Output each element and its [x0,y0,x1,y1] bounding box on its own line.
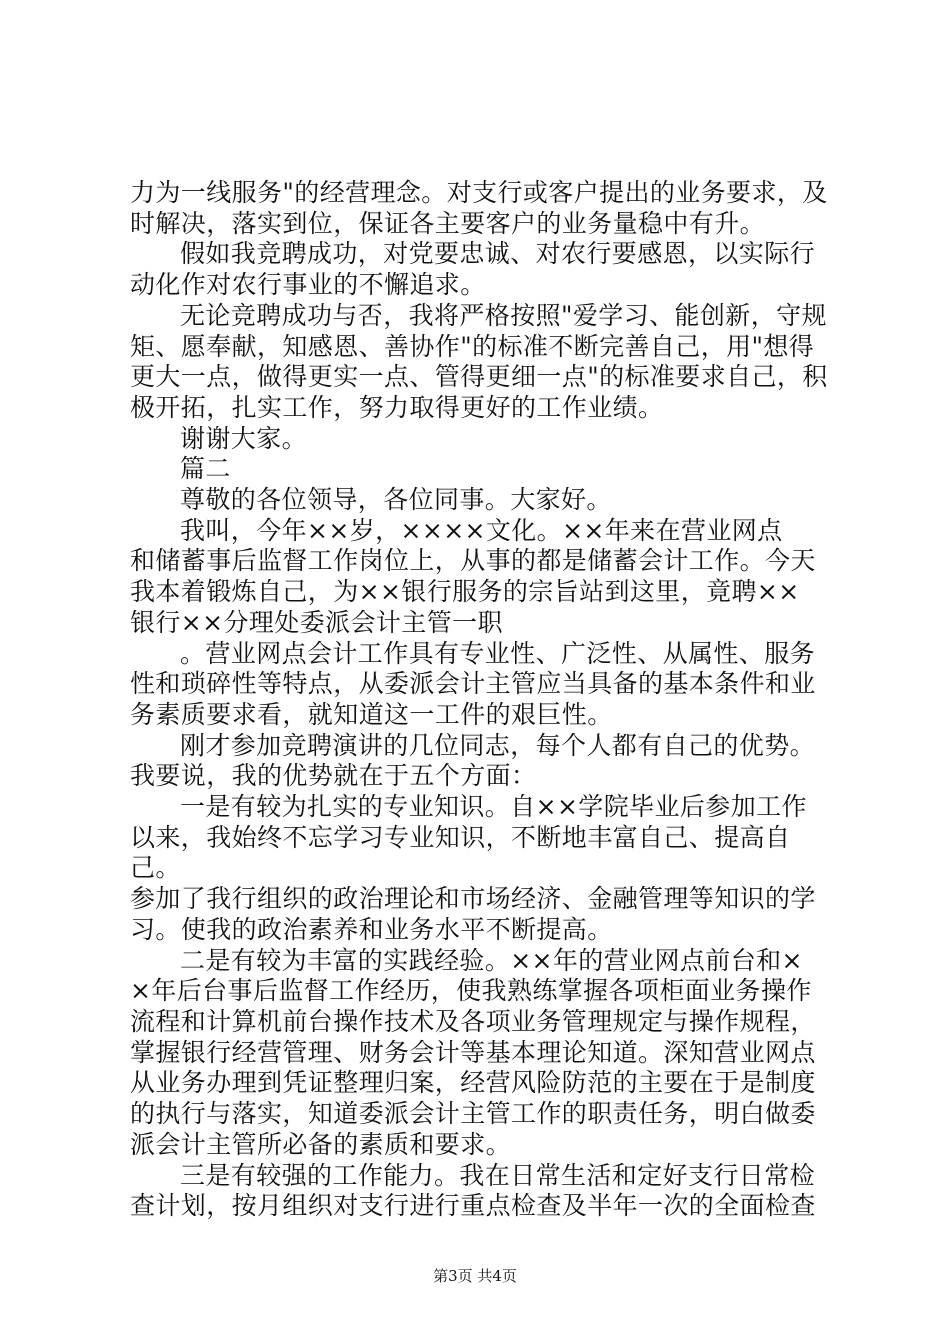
salutation: 尊敬的各位领导，各位同事。大家好。 [180,485,612,515]
document-body [130,178,830,1222]
text-line: 参加了我行组织的政治理论和市场经济、金融管理等知识的学 [130,884,816,914]
text-line: 刚才参加竞聘演讲的几位同志，每个人都有自己的优势。 [180,730,816,760]
text-line: 谢谢大家。 [180,423,308,453]
page-footer [0,1266,950,1286]
text-line: 和储蓄事后监督工作岗位上，从事的都是储蓄会计工作。今天 [130,546,816,576]
text-line: 从业务办理到凭证整理归案，经营风险防范的主要在于是制度 [130,1068,816,1098]
text-line: 力为一线服务"的经营理念。对支行或客户提出的业务要求，及 [130,178,828,207]
page-number: 第3页 共4页 [433,1267,517,1285]
text-line: 我要说，我的优势就在于五个方面： [130,761,537,791]
text-line: 假如我竞聘成功，对党要忠诚、对农行要感恩，以实际行 [180,239,816,269]
text-line: 更大一点，做得更实一点、管得更细一点"的标准要求自己，积 [130,362,828,392]
text-line: 掌握银行经营管理、财务会计等基本理论知道。深知营业网点 [130,1037,816,1067]
text-line: 的执行与落实，知道委派会计主管工作的职责任务，明白做委 [130,1099,816,1129]
text-line: 二是有较为丰富的实践经验。××年的营业网点前台和× [180,945,803,975]
text-line: 流程和计算机前台操作技术及各项业务管理规定与操作规程， [130,1006,816,1036]
text-line: 务素质要求看，就知道这一工件的艰巨性。 [130,699,613,729]
text-line: 极开拓，扎实工作，努力取得更好的工作业绩。 [130,392,664,422]
text-line: 无论竞聘成功与否，我将严格按照"爱学习、能创新，守规 [180,300,827,330]
text-line: 以来，我始终不忘学习专业知识，不断地丰富自己、提高自己。 [130,822,791,883]
text-line: 我叫，今年××岁，××××文化。××年来在营业网点 [180,515,783,545]
text-line: 动化作对农行事业的不懈追求。 [130,270,486,300]
text-line: 派会计主管所必备的素质和要求。 [130,1129,512,1159]
text-line: 时解决，落实到位，保证各主要客户的业务量稳中有升。 [130,208,766,238]
text-line: 习。使我的政治素养和业务水平不断提高。 [130,914,613,944]
text-line: 三是有较强的工作能力。我在日常生活和定好支行日常检 [180,1160,816,1190]
text-line: 矩、愿奉献，知感恩、善协作"的标准不断完善自己，用"想得 [130,331,815,361]
text-line: 一是有较为扎实的专业知识。自××学院毕业后参加工作 [180,792,807,822]
text-line: 查计划，按月组织对支行进行重点检查及半年一次的全面检查 [130,1191,816,1221]
text-line: 银行××分理处委派会计主管一职 [130,607,503,637]
text-line: ×年后台事后监督工作经历，使我熟练掌握各项柜面业务操作 [130,976,812,1006]
text-line: 性和琐碎性等特点，从委派会计主管应当具备的基本条件和业 [130,669,816,699]
text-line: 。营业网点会计工作具有专业性、广泛性、从属性、服务 [180,638,816,668]
section-heading: 篇二 [180,454,231,484]
text-line: 我本着锻炼自己，为××银行服务的宗旨站到这里，竟聘×× [130,577,800,607]
